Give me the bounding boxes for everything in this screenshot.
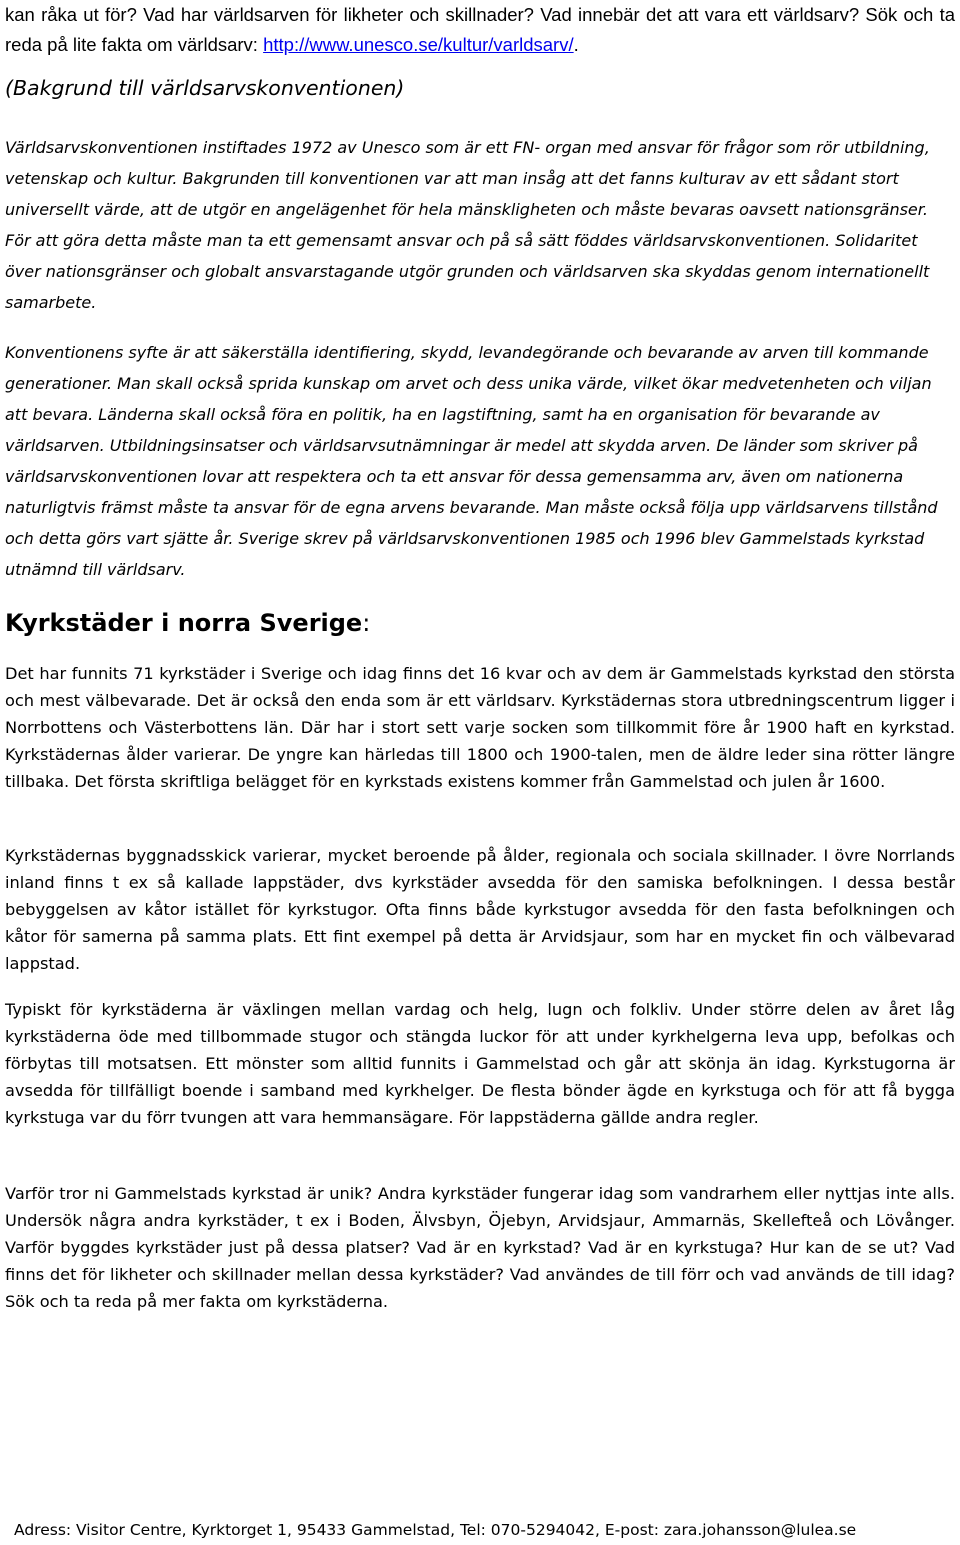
section-paragraph-1: Det har funnits 71 kyrkstäder i Sverige och idag finns det 16 kvar och av dem är Gammelstads kyrkstad den största och mest välbevarade. Det är också den enda som är ett världsarv. Kyrkstädernas stora utbredningscentrum ligger i Norrbottens och Västerbottens län. Där har i stort sett varje socken som tillkommit före år 1900 haft en kyrkstad. Kyrkstädernas ålder varierar. De yngre kan härledas till 1800 och 1900-talen, men de äldre leder sina rötter längre tillbaka. Det första skriftliga belägget för en kyrkstads existens kommer från Gammelstad och julen år 1600. xyxy=(5,664,955,791)
background-paragraph-2: Konventionens syfte är att säkerställa identifiering, skydd, levandegörande och bevarande av arven till kommande generationer. Man skall också sprida kunskap om arvet och dess unika värde, vilket ökar medvetenheten och viljan att bevara. Länderna skall också föra en politik, ha en lagstiftning, samt ha en organisation för bevarande av världsarven. Utbildningsinsatser och världsarvsutnämningar är medel att skydda arven. De länder som skriver på världsarvskonventionen lovar att respektera och ta ett ansvar för dessa gemensamma arv, även om nationerna naturligtvis främst måste ta ansvar för de egna arvens bevarande. Man måste också följa upp världsarvens tillstånd och detta görs vart sjätte år. Sverige skrev på världsarvskonventionen 1985 och 1996 blev Gammelstads kyrkstad utnämnd till världsarv. xyxy=(5,343,938,579)
section-paragraph-3: Typiskt för kyrkstäderna är växlingen mellan vardag och helg, lugn och folkliv. Under större delen av året låg kyrkstäderna öde med tillbommade stugor och stängda luckor för att under kyrkhelgerna leva upp, befolkas och förbytas till motsatsen. Ett mönster som alltid funnits i Gammelstad och går att skönja än idag. Kyrkstugorna är avsedda för tillfälligt boende i samband med kyrkhelger. De flesta bönder ägde en kyrkstuga och för att få bygga kyrkstuga var du förr tvungen att vara hemmansägare. För lappstäderna gällde andra regler. xyxy=(5,1000,955,1127)
section-paragraph-4: Varför tror ni Gammelstads kyrkstad är unik? Andra kyrkstäder fungerar idag som vandrarhem eller nyttjas inte alls. Undersök några andra kyrkstäder, t ex i Boden, Älvsbyn, Öjebyn, Arvidsjaur, Ammarnäs, Skellefteå och Lövånger. Varför byggdes kyrkstäder just på dessa platser? Vad är en kyrkstad? Vad är en kyrkstuga? Hur kan de se ut? Vad finns det för likheter och skillnader mellan dessa kyrkstäder? Vad användes de till förr och vad används de till idag? Sök och ta reda på mer fakta om kyrkstäderna. xyxy=(5,1184,955,1311)
background-heading: (Bakgrund till världsarvskonventionen) xyxy=(5,76,405,100)
background-paragraph-1: Världsarvskonventionen instiftades 1972 av Unesco som är ett FN- organ med ansvar för frågor som rör utbildning, vetenskap och kultur. Bakgrunden till konventionen var att man insåg att det fanns kulturav av ett sådant stort universellt värde, att de utgör en angelägenhet för hela mänskligheten och måste bevaras oavsett nationsgränser. För att göra detta måste man ta ett gemensamt ansvar och på så sätt föddes världsarvskonventionen. Solidaritet över nationsgränser och globalt ansvarstagande utgör grunden och världsarven ska skyddas genom internationellt samarbete. xyxy=(5,138,930,312)
intro-text: kan råka ut för? Vad har världsarven för likheter och skillnader? Vad innebär det att vara ett världsarv? Sök och ta reda på lite fakta om världsarv: xyxy=(5,4,955,55)
section-paragraph-2: Kyrkstädernas byggnadsskick varierar, mycket beroende på ålder, regionala och sociala skillnader. I övre Norrlands inland finns t ex så kallade lappstäder, dvs kyrkstäder avsedda för den samiska befolkningen. I dessa består bebyggelsen av kåtor istället för kyrkstugor. Ofta finns både kyrkstugor avsedda för den fasta befolkningen och kåtor för samerna på samma plats. Ett fint exempel på detta är Arvidsjaur, som har en mycket fin och välbevarad lappstad. xyxy=(5,846,955,973)
section-heading-text: Kyrkstäder i norra Sverige xyxy=(5,609,363,637)
intro-text-end: . xyxy=(573,34,579,55)
unesco-link[interactable]: http://www.unesco.se/kultur/varldsarv/ xyxy=(263,34,574,55)
intro-paragraph xyxy=(5,0,955,60)
section-heading-colon: : xyxy=(362,609,371,637)
footer-address: Adress: Visitor Centre, Kyrktorget 1, 95433 Gammelstad, Tel: 070-5294042, E-post: zara.johansson@lulea.se xyxy=(14,1521,857,1539)
section-heading xyxy=(5,603,370,643)
